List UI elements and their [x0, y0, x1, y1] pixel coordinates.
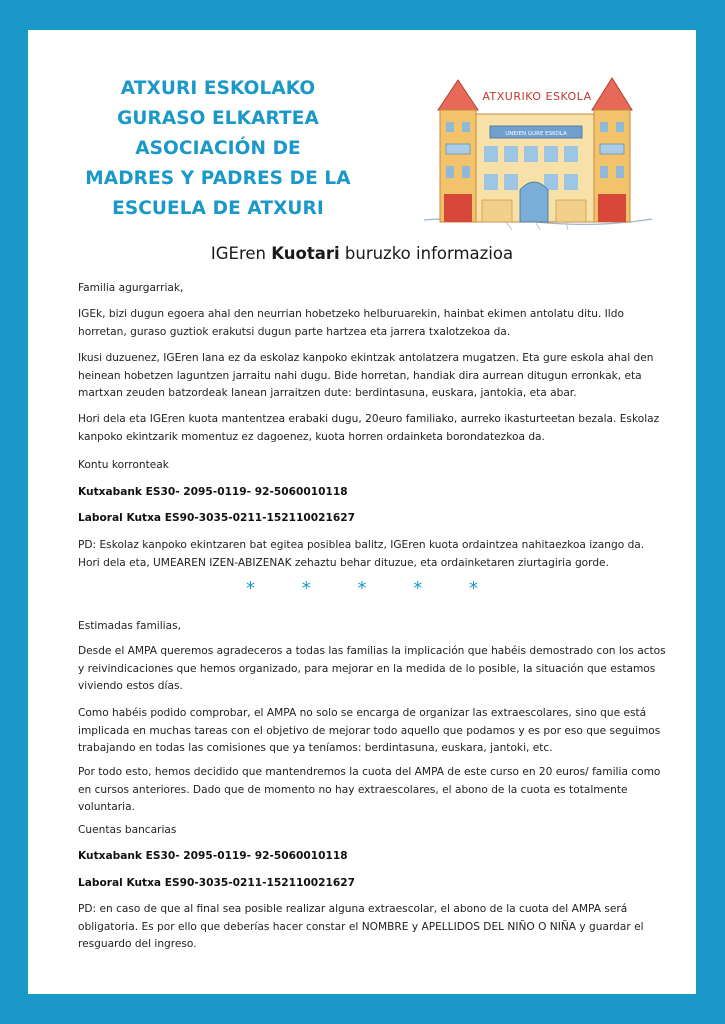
- title-bold-word: Kuotari: [271, 244, 340, 263]
- basque-postscript: PD: Eskolaz kanpoko ekintzaren bat egitea posiblea balitz, IGEren kuota ordaintzea nahitaezkoa izango da. Hori dela eta, UMEAREN IZEN-ABIZENAK zehaztu behar dituzue, eta ordainketaren ziurtagiria gorde.: [78, 539, 645, 569]
- basque-greeting: Familia agurgarriak,: [78, 282, 184, 294]
- organization-title: [68, 74, 368, 224]
- section-separator: [28, 578, 696, 599]
- basque-paragraph-2: Ikusi duzuenez, IGEren lana ez da eskolaz kanpoko ekintzak antolatzera mugatzen. Eta gure eskola ahal den heinean hobetzen laguntzen jarraitu nahi dugu. Bide horretan, handiak dira aurrean ditugun erronkak, eta martxan zeuden batzordeak lanean jarraitzen dute: berdintasuna, euskara, jantokia, eta abar.: [78, 352, 654, 399]
- org-title-line: MADRES Y PADRES DE LA: [85, 168, 351, 189]
- title-prefix: IGEren: [210, 244, 272, 263]
- separator-star: *: [246, 578, 256, 599]
- spanish-greeting: Estimadas familias,: [78, 620, 181, 632]
- spanish-account-laboral-kutxa: Laboral Kutxa ES90-3035-0211-152110021627: [78, 877, 355, 889]
- basque-account-laboral-kutxa: Laboral Kutxa ES90-3035-0211-152110021627: [78, 512, 355, 524]
- separator-star: *: [301, 578, 311, 599]
- org-title-line: GURASO ELKARTEA: [117, 108, 319, 129]
- document-page: [28, 30, 696, 994]
- separator-star: *: [357, 578, 367, 599]
- basque-accounts-label: Kontu korronteak: [78, 459, 169, 471]
- basque-paragraph-1: IGEk, bizi dugun egoera ahal den neurrian hobetzeko helburuarekin, hainbat ekimen antolatu ditu. Ildo horretan, guraso guztiok erakutsi dugun parte hartzea eta jarrera txalotzekoa da.: [78, 308, 624, 338]
- school-drawing-image: [416, 70, 658, 230]
- basque-paragraph-3: Hori dela eta IGEren kuota mantentzea erabaki dugu, 20euro familiako, aurreko ikasturteetan bezala. Eskolaz kanpoko ekintzarik momentuz ez dagoenez, kuota horren ordainketa borondatezkoa da.: [78, 413, 660, 443]
- org-title-line: ASOCIACIÓN DE: [135, 138, 301, 159]
- drawing-caption: ATXURIKO ESKOLA: [482, 90, 592, 103]
- separator-star: *: [413, 578, 423, 599]
- spanish-paragraph-3: Por todo esto, hemos decidido que mantendremos la cuota del AMPA de este curso en 20 euros/ familia como en cursos anteriores. Dado que de momento no hay extraescolares, el abono de la cuota es totalmente voluntaria.: [78, 766, 661, 813]
- document-title: [28, 244, 696, 263]
- separator-star: *: [468, 578, 478, 599]
- drawing-sign: UNEIEN GURE ESKOLA: [505, 131, 567, 137]
- spanish-accounts-label: Cuentas bancarias: [78, 824, 177, 836]
- spanish-postscript: PD: en caso de que al final sea posible realizar alguna extraescolar, el abono de la cuota del AMPA será obligatoria. Es por ello que deberías hacer constar el NOMBRE y APELLIDOS DEL NIÑO O NIÑA y guardar el resguardo del ingreso.: [78, 903, 644, 950]
- basque-account-kutxabank: Kutxabank ES30- 2095-0119- 92-5060010118: [78, 486, 348, 498]
- spanish-account-kutxabank: Kutxabank ES30- 2095-0119- 92-5060010118: [78, 850, 348, 862]
- title-suffix: buruzko informazioa: [339, 244, 514, 263]
- org-title-line: ESCUELA DE ATXURI: [112, 198, 324, 219]
- spanish-paragraph-2: Como habéis podido comprobar, el AMPA no solo se encarga de organizar las extraescolares, sino que está implicada en muchas tareas con el objetivo de mejorar todo aquello que podamos y es por eso que seguimos trabajando en todas las comisiones que ya teníamos: berdintasuna, euskara, jantoki, etc.: [78, 707, 661, 754]
- org-title-line: ATXURI ESKOLAKO: [120, 78, 316, 99]
- spanish-paragraph-1: Desde el AMPA queremos agradeceros a todas las familias la implicación que habéis demostrado con los actos y reivindicaciones que hemos organizado, para mejorar en la medida de lo posible, la situación que estamos viviendo estos días.: [78, 645, 666, 692]
